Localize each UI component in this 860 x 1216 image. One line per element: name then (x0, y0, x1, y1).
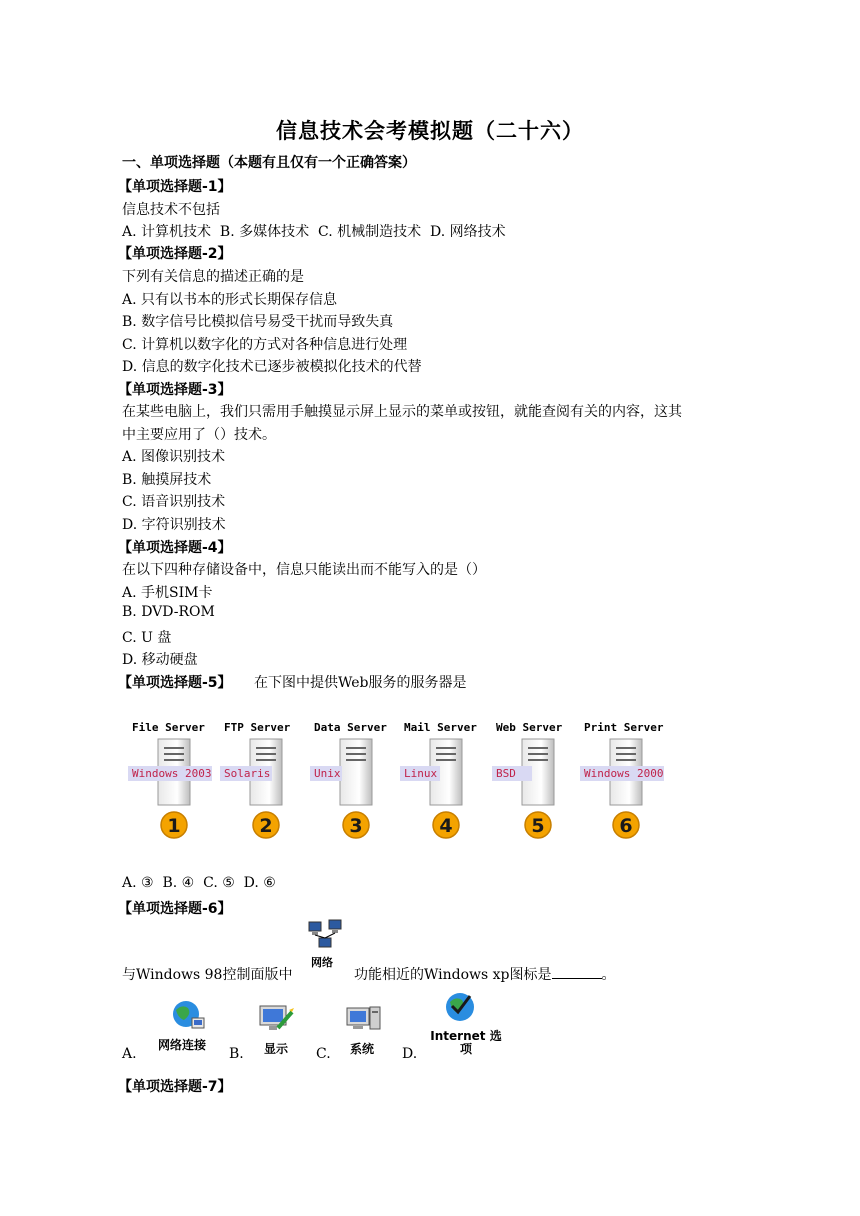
q6-choice-b-letter: B. (229, 1046, 244, 1062)
server-os-label: Windows 2003 (132, 767, 212, 780)
q6-stem-end: 。 (601, 967, 616, 983)
q3-option-d: D. 字符识别技术 (122, 517, 226, 533)
q1-stem: 信息技术不包括 (122, 202, 220, 218)
q2-option-d: D. 信息的数字化技术已逐步被模拟化技术的代替 (122, 359, 422, 375)
q2-stem: 下列有关信息的描述正确的是 (122, 269, 304, 285)
q3-option-c: C. 语音识别技术 (122, 494, 226, 510)
server-os-label: BSD (496, 767, 516, 780)
q4-option-d: D. 移动硬盘 (122, 652, 198, 668)
q6-choice-c-letter: C. (316, 1046, 331, 1062)
q3-option-a: A. 图像识别技术 (122, 449, 226, 465)
server-item (220, 721, 291, 838)
server-item (580, 721, 664, 838)
answer-blank (552, 966, 602, 979)
q6-choice-c[interactable] (344, 1004, 388, 1054)
server-number: 5 (531, 815, 545, 837)
q6-stem-after (354, 964, 616, 984)
page-title: 信息技术会考模拟题（二十六） (276, 119, 584, 143)
system-icon (344, 1004, 384, 1034)
server-os-label: Solaris (224, 767, 271, 780)
server-name-label: FTP Server (224, 721, 291, 734)
server-name-label: Mail Server (404, 721, 477, 734)
q2-option-c: C. 计算机以数字化的方式对各种信息进行处理 (122, 337, 408, 353)
q2-heading: 【单项选择题-2】 (118, 246, 232, 262)
server-number: 2 (259, 815, 273, 837)
network-connections-icon (168, 998, 208, 1032)
q4-stem: 在以下四种存储设备中，信息只能读出而不能写入的是（） (122, 562, 486, 578)
q6-choice-b-caption: 显示 (264, 1042, 289, 1056)
q1-heading: 【单项选择题-1】 (118, 179, 232, 195)
server-name-label: File Server (132, 721, 205, 734)
q5-options: A. ③ B. ④ C. ⑤ D. ⑥ (122, 875, 276, 891)
server-item (128, 721, 212, 838)
server-diagram (120, 715, 665, 845)
server-os-label: Linux (404, 767, 438, 780)
q6-choice-b[interactable] (258, 1004, 302, 1054)
q7-heading: 【单项选择题-7】 (118, 1079, 232, 1095)
q6-stem-after-text: 功能相近的Windows xp图标是 (354, 967, 552, 983)
server-name-label: Print Server (584, 721, 664, 734)
section-heading: 一、单项选择题（本题有且仅有一个正确答案） (122, 155, 416, 171)
q6-choice-d-caption: Internet 选项 (430, 1029, 502, 1056)
q2-option-a: A. 只有以书本的形式长期保存信息 (122, 292, 338, 308)
q6-choice-a-caption: 网络连接 (158, 1038, 207, 1052)
q3-option-b: B. 触摸屏技术 (122, 472, 212, 488)
q4-heading: 【单项选择题-4】 (118, 540, 232, 556)
q2-option-b: B. 数字信号比模拟信号易受干扰而导致失真 (122, 314, 394, 330)
q6-choice-d-letter: D. (402, 1046, 418, 1062)
q4-option-a: A. 手机SIM卡 (122, 585, 213, 601)
display-icon (258, 1004, 296, 1034)
server-item (400, 721, 477, 838)
q5-stem: 在下图中提供Web服务的服务器是 (254, 675, 467, 691)
win98-network-icon (303, 918, 347, 968)
q6-heading: 【单项选择题-6】 (118, 901, 232, 917)
q5-heading: 【单项选择题-5】 (118, 675, 232, 691)
q1-options: A. 计算机技术 B. 多媒体技术 C. 机械制造技术 D. 网络技术 (122, 224, 506, 240)
internet-options-icon (440, 990, 480, 1024)
q4-option-c: C. U 盘 (122, 630, 172, 646)
q6-choice-d[interactable] (424, 990, 504, 1060)
q6-choice-a[interactable] (158, 998, 218, 1054)
server-item (492, 721, 563, 838)
q6-choice-c-caption: 系统 (350, 1042, 375, 1056)
q3-heading: 【单项选择题-3】 (118, 382, 232, 398)
server-name-label: Web Server (496, 721, 563, 734)
server-name-label: Data Server (314, 721, 387, 734)
q3-stem-line2: 中主要应用了（）技术。 (122, 427, 276, 443)
server-number: 3 (349, 815, 363, 837)
q6-choice-a-letter: A. (122, 1046, 137, 1062)
q6-stem-before: 与Windows 98控制面版中 (122, 967, 293, 983)
server-number: 4 (439, 815, 453, 837)
q3-stem-line1: 在某些电脑上，我们只需用手触摸显示屏上显示的菜单或按钮，就能查阅有关的内容，这其 (122, 404, 682, 420)
server-number: 6 (619, 815, 633, 837)
server-item (310, 721, 387, 838)
server-number: 1 (167, 815, 181, 837)
server-os-label: Unix (314, 767, 341, 780)
win98-network-caption: 网络 (311, 956, 333, 969)
server-os-label: Windows 2000 (584, 767, 664, 780)
q4-option-b: B. DVD-ROM (122, 604, 215, 620)
